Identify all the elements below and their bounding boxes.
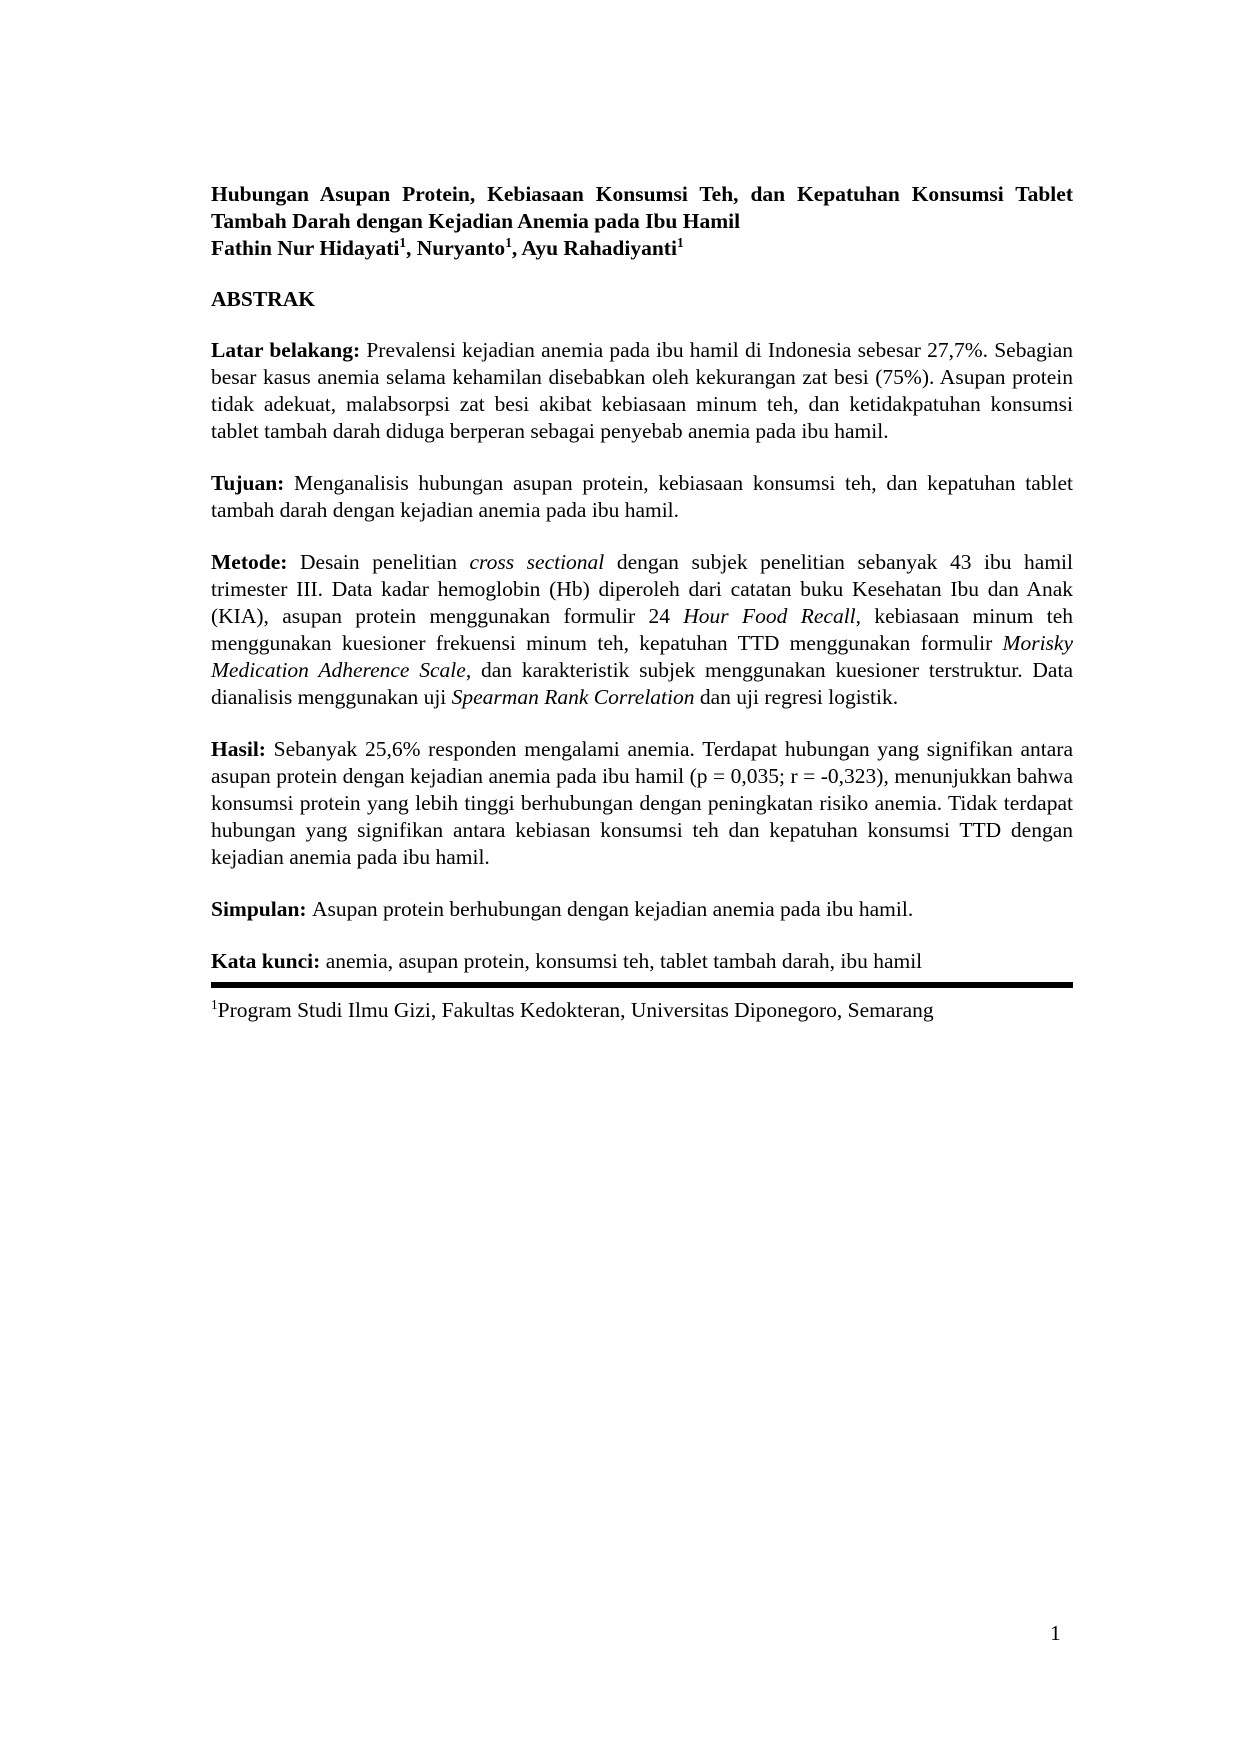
- paragraph-latar-belakang: Latar belakang: Prevalensi kejadian anemia pada ibu hamil di Indonesia sebesar 27,7%. Sebagian besar kasus anemia selama kehamilan disebabkan oleh kekurangan zat besi (75%). Asupan protein tidak adekuat, malabsorpsi zat besi akibat kebiasaan minum teh, dan ketidakpatuhan konsumsi tablet tambah darah diduga berperan sebagai penyebab anemia pada ibu hamil.: [211, 338, 1074, 443]
- paragraph-metode: Metode: Desain penelitian cross sectional dengan subjek penelitian sebanyak 43 ibu hamil trimester III. Data kadar hemoglobin (Hb) diperoleh dari catatan buku Kesehatan Ibu dan Anak (KIA), asupan protein menggunakan formulir 24 Hour Food Recall, kebiasaan minum teh menggunakan kuesioner frekuensi minum teh, kepatuhan TTD menggunakan formulir Morisky Medication Adherence Scale, dan karakteristik subjek menggunakan kuesioner terstruktur. Data dianalisis menggunakan uji Spearman Rank Correlation dan uji regresi logistik.: [211, 550, 1074, 709]
- paragraph-simpulan: Simpulan: Asupan protein berhubungan dengan kejadian anemia pada ibu hamil.: [211, 897, 914, 921]
- abstract-content: [211, 181, 1073, 1024]
- paragraph-kata-kunci: Kata kunci: anemia, asupan protein, konsumsi teh, tablet tambah darah, ibu hamil: [211, 949, 923, 973]
- paragraph-tujuan: Tujuan: Menganalisis hubungan asupan protein, kebiasaan konsumsi teh, dan kepatuhan tablet tambah darah dengan kejadian anemia pada ibu hamil.: [211, 471, 1074, 522]
- paper-title: Hubungan Asupan Protein, Kebiasaan Konsumsi Teh, dan Kepatuhan Konsumsi Tablet Tambah Darah dengan Kejadian Anemia pada Ibu Hamil: [211, 182, 1073, 233]
- footnote-affiliation: $^1$Program Studi Ilmu Gizi, Fakultas Kedokteran, Universitas Diponegoro, Semarang: [211, 996, 934, 1022]
- footnote-divider: [211, 982, 1073, 988]
- paragraph-hasil: Hasil: Sebanyak 25,6% responden mengalami anemia. Terdapat hubungan yang signifikan antara asupan protein dengan kejadian anemia pada ibu hamil (p = 0,035; r = -0,323), menunjukkan bahwa konsumsi protein yang lebih tinggi berhubungan dengan peningkatan risiko anemia. Tidak terdapat hubungan yang signifikan antara kebiasan konsumsi teh dan kepatuhan konsumsi TTD dengan kejadian anemia pada ibu hamil.: [211, 737, 1074, 869]
- author-line: Fathin Nur Hidayati$^1$, Nuryanto$^1$, Ayu Rahadiyanti$^1$: [211, 234, 684, 260]
- page-number: 1: [1050, 1621, 1061, 1645]
- abstract-heading: ABSTRAK: [211, 287, 315, 311]
